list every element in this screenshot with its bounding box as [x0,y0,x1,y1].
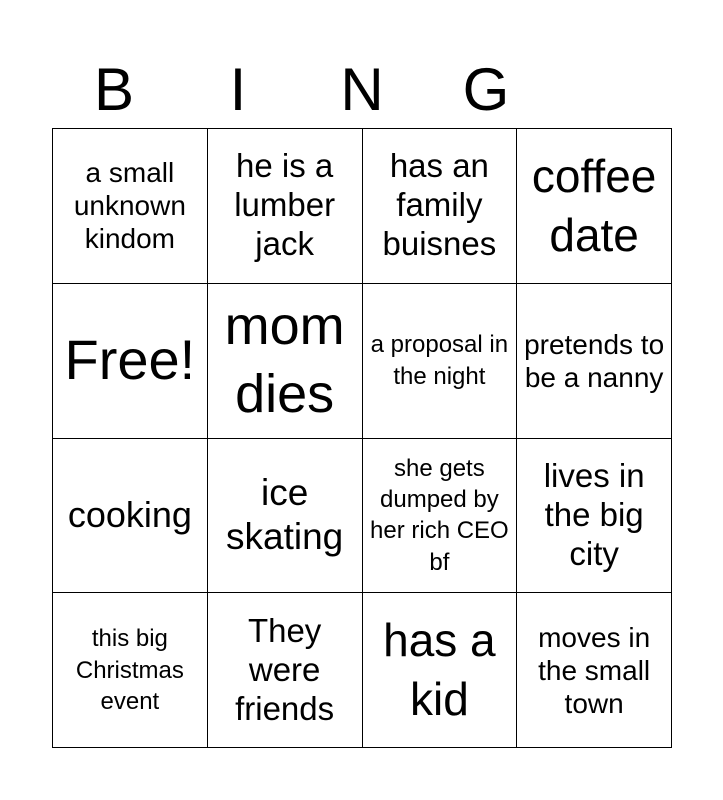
bingo-cell[interactable] [517,284,672,439]
bingo-cell[interactable] [363,129,518,284]
bingo-cell[interactable] [53,129,208,284]
bingo-header [52,55,672,125]
cell-text: he is a lumber jack [234,147,336,263]
cell-text: moves in the small town [538,621,651,719]
bingo-cell[interactable] [363,439,518,594]
bingo-cell[interactable] [53,593,208,748]
cell-text: a proposal in the night [370,331,509,390]
header-letter-g: G [462,56,510,123]
bingo-cell[interactable] [517,439,672,594]
cell-text: has an family buisnes [382,147,497,263]
bingo-cell[interactable] [363,593,518,748]
header-letter-i: I [229,56,247,123]
bingo-cell[interactable] [208,593,363,748]
cell-text: They were friends [235,611,335,727]
bingo-cell[interactable] [208,284,363,439]
cell-text: ice skating [226,471,344,558]
bingo-board [52,128,672,748]
cell-text: has a kid [383,614,496,726]
header-letter-n: N [340,56,384,123]
cell-text: mom dies [224,296,345,424]
header-letter-b: B [93,56,135,123]
cell-text: she gets dumped by her rich CEO bf [370,455,509,576]
cell-text: a small unknown kindom [73,157,186,255]
bingo-cell[interactable] [517,129,672,284]
cell-text: this big Christmas event [75,625,184,715]
cell-text: lives in the big city [543,456,645,572]
cell-text: coffee date [531,150,657,261]
cell-text: pretends to be a nanny [524,328,665,393]
free-space-text: Free! [64,328,196,392]
cell-text: cooking [67,493,192,535]
bingo-cell[interactable] [53,439,208,594]
bingo-cell[interactable] [208,129,363,284]
free-space-cell[interactable] [53,284,208,439]
bingo-cell[interactable] [517,593,672,748]
bingo-cell[interactable] [363,284,518,439]
bingo-cell[interactable] [208,439,363,594]
